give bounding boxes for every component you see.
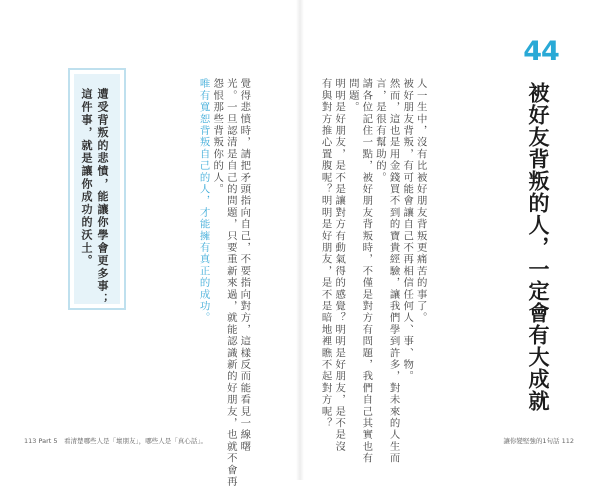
body-paragraph: 然而，這也是用金錢買不到的寶貴經驗，讓我們學到許多，對未來的人生而 [387,78,400,465]
quote-line: 遭受背叛的悲憤，能讓你學會更多事； [96,88,109,306]
left-page-footer [24,436,207,445]
quote-text [78,88,110,306]
body-paragraph: 明明是好朋友，是不是讓對方有動氣得的感覺？明明是好朋友，是不是沒 [333,78,346,453]
body-paragraph: 有與對方推心置腹呢？明明是好朋友，是不是暗地裡瞧不起對方呢？ [319,78,332,429]
right-running-head: 讓你變堅強的1句話 [503,437,560,445]
left-page-text [196,78,250,488]
chapter-number: 44 [523,36,559,67]
body-text [318,78,427,464]
body-paragraph: 怨恨那些背叛你的人。 [211,78,224,195]
body-paragraph: 言，是很有幫助的。 [373,78,386,184]
body-paragraph: 問題。 [346,78,359,114]
highlight-sentence: 唯有寬恕背叛自己的人，才能擁有真正的成功。 [197,78,210,324]
body-paragraph: 請各位記住一點，被好朋友背叛時，不僅是對方有問題，我們自己其實也有 [360,78,373,465]
body-paragraph: 光。一旦認清是自己的問題，只要重新來過，就能認識新的好朋友，也就不會再 [224,78,237,488]
left-page-number: 113 [24,437,37,445]
chapter-title: 被好友背叛的人，一定會有大成就 [526,82,550,412]
body-paragraph: 覺得悲憤時，請把矛頭指向自己，不要指向對方，這樣反而能看見一線曙 [238,78,251,453]
left-running-head: Part 5 看清楚哪些人是「壞朋友」，哪些人是「真心話」。 [38,437,208,445]
body-paragraph: 被好朋友背叛，有可能會讓自己不再相信任何人、事、物。 [401,78,414,383]
quote-line: 這件事，就是讓你成功的沃土。 [80,88,93,268]
page-fold [296,0,304,480]
right-page-footer [503,436,574,445]
body-paragraph: 人一生中，沒有比被好朋友背叛更痛苦的事了。 [414,78,427,324]
right-page-number: 112 [561,437,574,445]
